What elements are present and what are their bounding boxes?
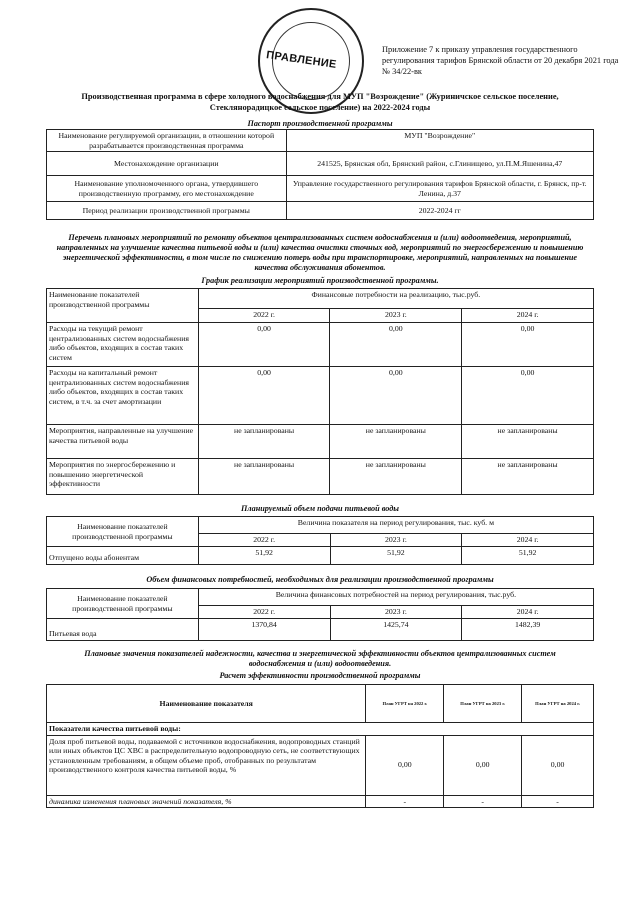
table-row xyxy=(47,795,594,808)
passport-label: Наименование уполномоченного органа, утвердившего производственную программу, его местонахождение xyxy=(47,176,287,202)
stamp-text: ПРАВЛЕНИЕ xyxy=(265,49,338,71)
cell-value: 0,00 xyxy=(462,323,594,367)
table-row xyxy=(47,619,594,641)
cell-value: 1482,39 xyxy=(462,619,594,641)
table-row xyxy=(47,723,594,736)
cell-value: не запланированы xyxy=(462,459,594,495)
cell-value: - xyxy=(444,795,522,808)
passport-table xyxy=(46,129,594,220)
passport-value: МУП "Возрождение" xyxy=(286,130,593,152)
cell-value: 1370,84 xyxy=(198,619,330,641)
cell-value: 0,00 xyxy=(198,367,330,425)
passport-value: 241525, Брянская обл, Брянский район, с.Глинищево, ул.П.М.Яшенина,47 xyxy=(286,152,593,176)
document-title: Производственная программа в сфере холодного водоснабжения для МУП "Возрождение" (Журиничское сельское поселение, Стеклянорадицкое сельское поселение) на 2022-2024 годы xyxy=(81,92,559,112)
col-name-header: Наименование показателя xyxy=(47,685,366,723)
cell-value: 0,00 xyxy=(462,367,594,425)
col-group-header: Финансовые потребности на реализацию, тыс.руб. xyxy=(198,289,593,309)
cell-value: 0,00 xyxy=(330,367,462,425)
table-row xyxy=(47,685,594,723)
table-row xyxy=(47,735,594,795)
reliability-subheading: Расчет эффективности производственной программы xyxy=(219,671,421,680)
row-label: Доля проб питьевой воды, подаваемой с источников водоснабжения, водопроводных станций или иных объектов ЦС ХВС в распределительную водопроводную сеть, не соответствующих установленным требованиям, в общем объеме проб, отобранных по результатам производственного контроля качества питьевой воды, % xyxy=(47,735,366,795)
measures-subheading: График реализации мероприятий производственной программы. xyxy=(201,276,439,285)
cell-value: 0,00 xyxy=(366,735,444,795)
table-row xyxy=(47,547,594,565)
table-row xyxy=(47,323,594,367)
table-row xyxy=(47,459,594,495)
plan-header: План УГРТ на 2024 г. xyxy=(522,685,594,723)
finance-table xyxy=(46,588,594,641)
plan-header: План УГРТ на 2022 г. xyxy=(366,685,444,723)
row-label: Отпущено воды абонентам xyxy=(47,547,199,565)
reliability-table xyxy=(46,684,594,808)
table-row xyxy=(47,425,594,459)
measures-table xyxy=(46,288,594,495)
year-header: 2024 г. xyxy=(462,606,594,619)
reliability-heading: Плановые значения показателей надежности, качества и энергетической эффективности объектов централизованных систем водоснабжения и (или) водоотведения. xyxy=(84,649,556,668)
col-group-header: Величина показателя на период регулирования, тыс. куб. м xyxy=(198,517,593,534)
table-row xyxy=(47,152,594,176)
plan-header: План УГРТ на 2023 г. xyxy=(444,685,522,723)
table-row xyxy=(47,202,594,220)
cell-value: не запланированы xyxy=(330,425,462,459)
cell-value: не запланированы xyxy=(198,459,330,495)
year-header: 2022 г. xyxy=(198,534,330,547)
cell-value: 0,00 xyxy=(522,735,594,795)
col-name-header: Наименование показателей производственной программы xyxy=(47,517,199,547)
year-header: 2023 г. xyxy=(330,309,462,323)
cell-value: 51,92 xyxy=(462,547,594,565)
col-group-header: Величина финансовых потребностей на период регулирования, тыс.руб. xyxy=(198,589,593,606)
cell-value: - xyxy=(366,795,444,808)
finance-heading: Объем финансовых потребностей, необходимых для реализации производственной программы xyxy=(146,575,494,584)
row-label: динамика изменения плановых значений показателя, % xyxy=(47,795,366,808)
supply-table xyxy=(46,516,594,565)
passport-label: Период реализации производственной программы xyxy=(47,202,287,220)
cell-value: 0,00 xyxy=(198,323,330,367)
cell-value: 51,92 xyxy=(330,547,462,565)
row-label: Мероприятия, направленные на улучшение качества питьевой воды xyxy=(47,425,199,459)
col-name-header: Наименование показателей производственной программы xyxy=(47,589,199,619)
year-header: 2024 г. xyxy=(462,534,594,547)
year-header: 2023 г. xyxy=(330,606,462,619)
cell-value: - xyxy=(522,795,594,808)
col-name-header: Наименование показателей производственной программы xyxy=(47,289,199,323)
cell-value: 51,92 xyxy=(198,547,330,565)
row-label: Расходы на текущий ремонт централизованных систем водоснабжения либо объектов, входящих в состав таких систем xyxy=(47,323,199,367)
cell-value: 0,00 xyxy=(330,323,462,367)
table-row xyxy=(47,589,594,606)
row-label: Расходы на капитальный ремонт централизованных систем водоснабжения либо объектов, входящих в состав таких систем, в т.ч. за счет амортизации xyxy=(47,367,199,425)
year-header: 2022 г. xyxy=(198,606,330,619)
passport-label: Местонахождение организации xyxy=(47,152,287,176)
table-row xyxy=(47,176,594,202)
row-label: Мероприятия по энергосбережению и повышению энергетической эффективности xyxy=(47,459,199,495)
table-row xyxy=(47,289,594,309)
passport-value: 2022-2024 гг xyxy=(286,202,593,220)
measures-heading: Перечень плановых мероприятий по ремонту объектов централизованных систем водоснабжения и (или) водоотведения, мероприятий, направленных на улучшение качества питьевой воды и (или) качества очистки сточных вод, мероприятий по энергосбережению и повышению энергетической эффективности, в том числе по снижению потерь воды при транспортировке, мероприятий, направленных на повышение качества обслуживания абонентов. xyxy=(56,233,584,272)
table-row xyxy=(47,130,594,152)
table-row xyxy=(47,367,594,425)
cell-value: не запланированы xyxy=(198,425,330,459)
supply-heading: Планируемый объем подачи питьевой воды xyxy=(241,504,399,513)
year-header: 2023 г. xyxy=(330,534,462,547)
cell-value: не запланированы xyxy=(462,425,594,459)
appendix-note: Приложение 7 к приказу управления государственного регулирования тарифов Брянской области от 20 декабря 2021 года № 34/22-вк xyxy=(382,45,619,76)
cell-value: не запланированы xyxy=(330,459,462,495)
cell-value: 0,00 xyxy=(444,735,522,795)
row-label: Питьевая вода xyxy=(47,619,199,641)
passport-value: Управление государственного регулирования тарифов Брянской области, г. Брянск, пр-т. Ленина, д.37 xyxy=(286,176,593,202)
year-header: 2024 г. xyxy=(462,309,594,323)
cell-value: 1425,74 xyxy=(330,619,462,641)
section-header: Показатели качества питьевой воды: xyxy=(47,723,594,736)
table-row xyxy=(47,517,594,534)
passport-heading: Паспорт производственной программы xyxy=(247,119,393,128)
year-header: 2022 г. xyxy=(198,309,330,323)
passport-label: Наименование регулируемой организации, в отношении которой разрабатывается производственная программа xyxy=(47,130,287,152)
